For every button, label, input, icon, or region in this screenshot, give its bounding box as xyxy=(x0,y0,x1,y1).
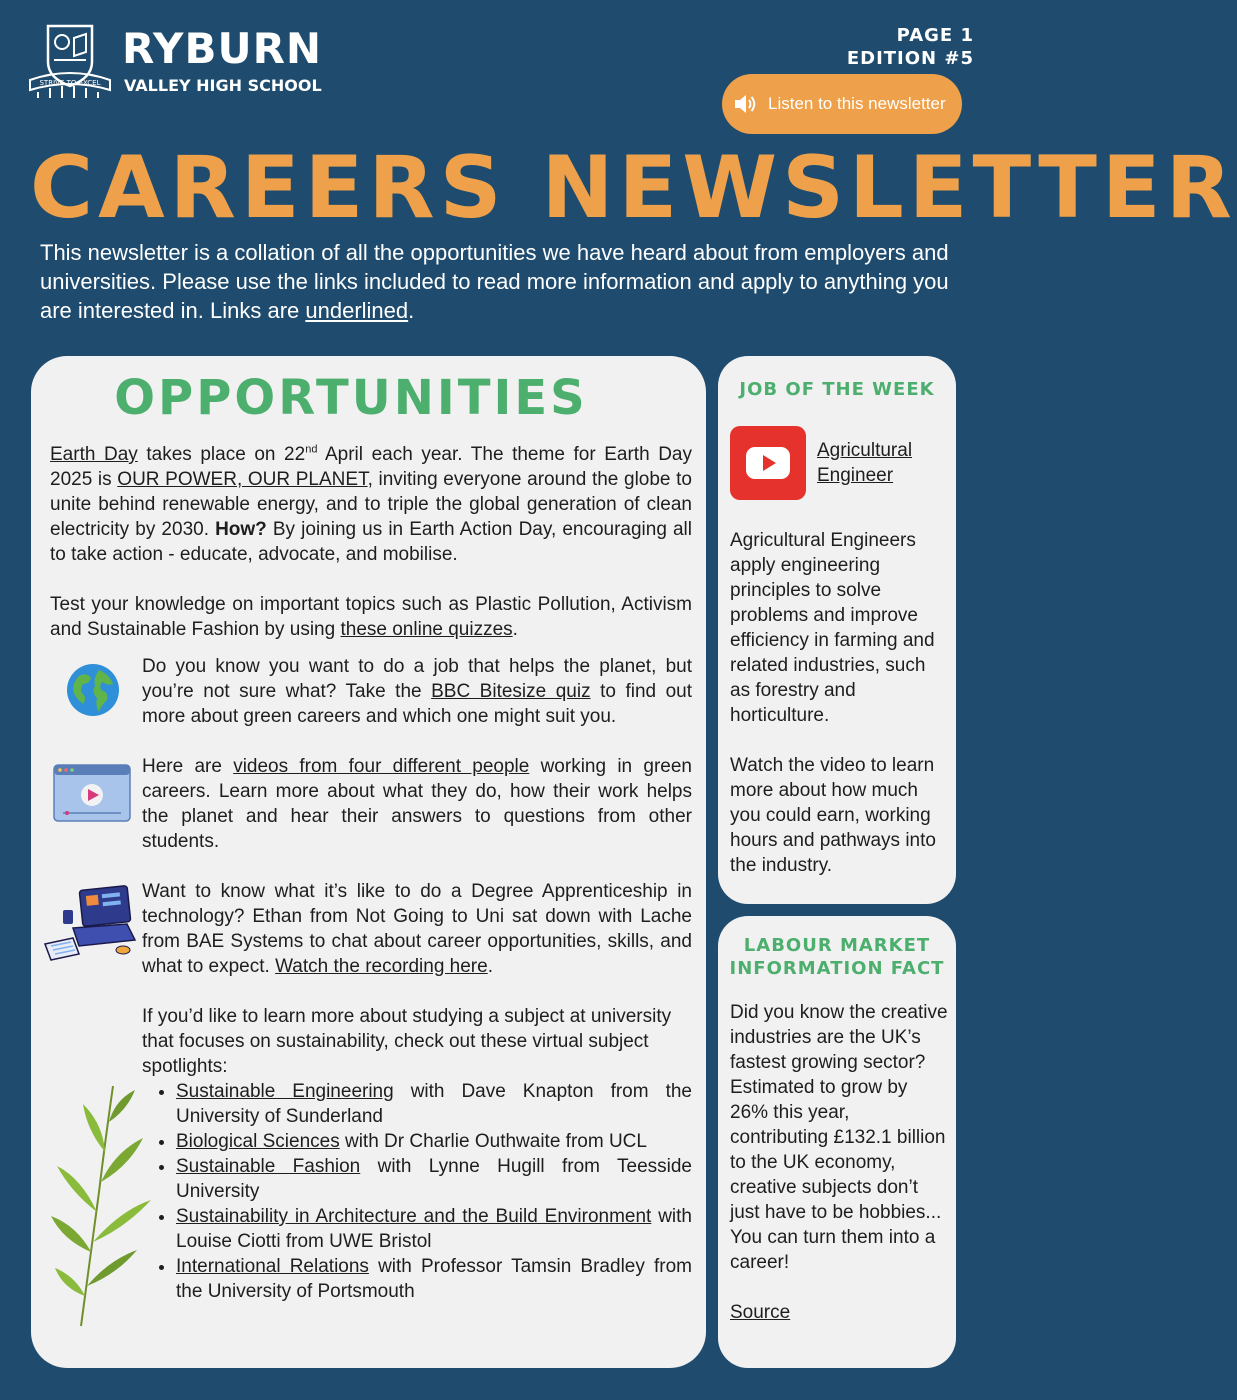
text: Here are xyxy=(142,756,234,777)
job-description-p1: Agricultural Engineers apply engineering principles to solve problems and improve efficiency in farming and related industries, such as forestry and horticulture. xyxy=(730,530,935,726)
opportunities-card xyxy=(31,356,706,1368)
bbc-bitesize-quiz-link[interactable]: BBC Bitesize quiz xyxy=(431,681,591,702)
job-description xyxy=(730,528,950,878)
intro-end: . xyxy=(408,298,415,323)
watch-recording-link[interactable]: Watch the recording here xyxy=(275,956,488,977)
lmi-fact-card xyxy=(718,916,956,1368)
earth-day-link[interactable]: Earth Day xyxy=(50,444,138,465)
text: with Dr Charlie Outhwaite from UCL xyxy=(339,1131,647,1152)
international-relations-link[interactable]: International Relations xyxy=(176,1256,369,1277)
text: Test your knowledge on important topics such as Plastic Pollution, Activism and Sustainable Fashion by using xyxy=(50,594,692,640)
spotlights-intro: If you’d like to learn more about studying a subject at university that focuses on sustainability, check out these virtual subject spotlights: xyxy=(142,1006,672,1077)
listen-label: Listen to this newsletter xyxy=(768,94,946,113)
sustainable-fashion-link[interactable]: Sustainable Fashion xyxy=(176,1156,361,1177)
sustainable-engineering-link[interactable]: Sustainable Engineering xyxy=(176,1081,394,1102)
text: . xyxy=(487,956,493,977)
job-description-p2: Watch the video to learn more about how much you could earn, working hours and pathways into the industry. xyxy=(730,755,936,876)
school-name: RYBURN xyxy=(122,24,323,73)
school-crest-icon xyxy=(24,22,116,100)
green-careers-videos-paragraph xyxy=(142,754,692,854)
our-power-our-planet-link[interactable]: OUR POWER, OUR PLANET xyxy=(117,469,368,490)
lmi-source-link[interactable]: Source xyxy=(730,1302,791,1323)
crest-motto: STRIVE TO EXCEL xyxy=(39,79,101,87)
four-people-videos-link[interactable]: videos from four different people xyxy=(233,756,530,777)
text: . xyxy=(512,619,518,640)
opportunities-title: OPPORTUNITIES xyxy=(114,370,588,426)
list-item xyxy=(176,1079,692,1129)
how-bold: How? xyxy=(215,519,267,540)
globe-icon xyxy=(65,662,121,718)
list-item xyxy=(176,1154,692,1204)
listen-button[interactable] xyxy=(722,74,962,134)
biological-sciences-link[interactable]: Biological Sciences xyxy=(176,1131,340,1152)
intro-text: This newsletter is a collation of all the opportunities we have heard about from employers and universities. Please use the links included to read more information and apply to anything you are interested in. Links are xyxy=(40,240,949,323)
text: By joining us in Earth Action Day, encouraging all to take action - educate, advocate, and mobilise. xyxy=(50,519,692,565)
video-player-icon xyxy=(53,764,131,822)
list-item xyxy=(176,1129,692,1154)
text: with Lynne Hugill from Teesside University xyxy=(176,1156,692,1202)
text: , inviting everyone around the globe to unite behind renewable energy, and to triple the global generation of clean electricity by 2030. xyxy=(50,469,692,540)
lmi-text: Did you know the creative industries are the UK’s fastest growing sector? Estimated to grow by 26% this year, contributing £132.1 billion to the UK economy, creative subjects don’t just have to be hobbies... You can turn them into a career! xyxy=(730,1002,948,1273)
online-quizzes-link[interactable]: these online quizzes xyxy=(340,619,513,640)
school-subtitle: VALLEY HIGH SCHOOL xyxy=(124,76,322,95)
plant-icon xyxy=(51,1082,155,1328)
degree-apprenticeship-paragraph xyxy=(142,879,692,979)
page-number: PAGE 1 xyxy=(896,25,974,46)
agricultural-engineer-link[interactable]: Agricultural Engineer xyxy=(817,440,913,486)
text: working in green careers. Learn more about what they do, how their work helps the planet and hear their answers to questions from other students. xyxy=(142,756,692,852)
list-item xyxy=(176,1254,692,1304)
text: with Louise Ciotti from UWE Bristol xyxy=(176,1206,692,1252)
edition-number: EDITION #5 xyxy=(846,48,974,69)
text: to find out more about green careers and which one might suit you. xyxy=(142,681,693,727)
laptop-desk-icon xyxy=(43,880,139,964)
bbc-quiz-paragraph xyxy=(142,654,692,729)
page-meta xyxy=(847,24,974,70)
earth-day-paragraph xyxy=(50,442,692,567)
job-of-the-week-card xyxy=(718,356,956,904)
lmi-heading: LABOUR MARKET INFORMATION FACT xyxy=(729,935,945,979)
page-title: CAREERS NEWSLETTER xyxy=(30,138,1237,238)
intro-paragraph xyxy=(40,238,950,325)
youtube-icon[interactable] xyxy=(730,426,806,500)
spotlights-list xyxy=(142,1079,692,1304)
text: April each year. The theme for Earth Day 2025 is xyxy=(50,444,692,490)
sustainability-architecture-link[interactable]: Sustainability in Architecture and the Build Environment xyxy=(176,1206,652,1227)
text: Want to know what it’s like to do a Degree Apprenticeship in technology? Ethan from Not Going to Uni sat down with Lache from BAE Systems to chat about career opportunities, skills, and what to expect. xyxy=(142,881,692,977)
job-of-the-week-heading: JOB OF THE WEEK xyxy=(739,379,935,400)
school-logo xyxy=(24,22,324,102)
subject-spotlights-section xyxy=(142,1004,692,1304)
text: with Professor Tamsin Bradley from the University of Portsmouth xyxy=(176,1256,692,1302)
text: with Dave Knapton from the University of Sunderland xyxy=(176,1081,692,1127)
quizzes-paragraph xyxy=(50,592,692,642)
text: Do you know you want to do a job that helps the planet, but you’re not sure what? Take the xyxy=(142,656,692,702)
text: takes place on 22 xyxy=(137,444,306,465)
superscript: nd xyxy=(305,443,318,456)
speaker-icon xyxy=(732,91,758,117)
intro-underlined-example: underlined xyxy=(305,298,409,323)
list-item xyxy=(176,1204,692,1254)
